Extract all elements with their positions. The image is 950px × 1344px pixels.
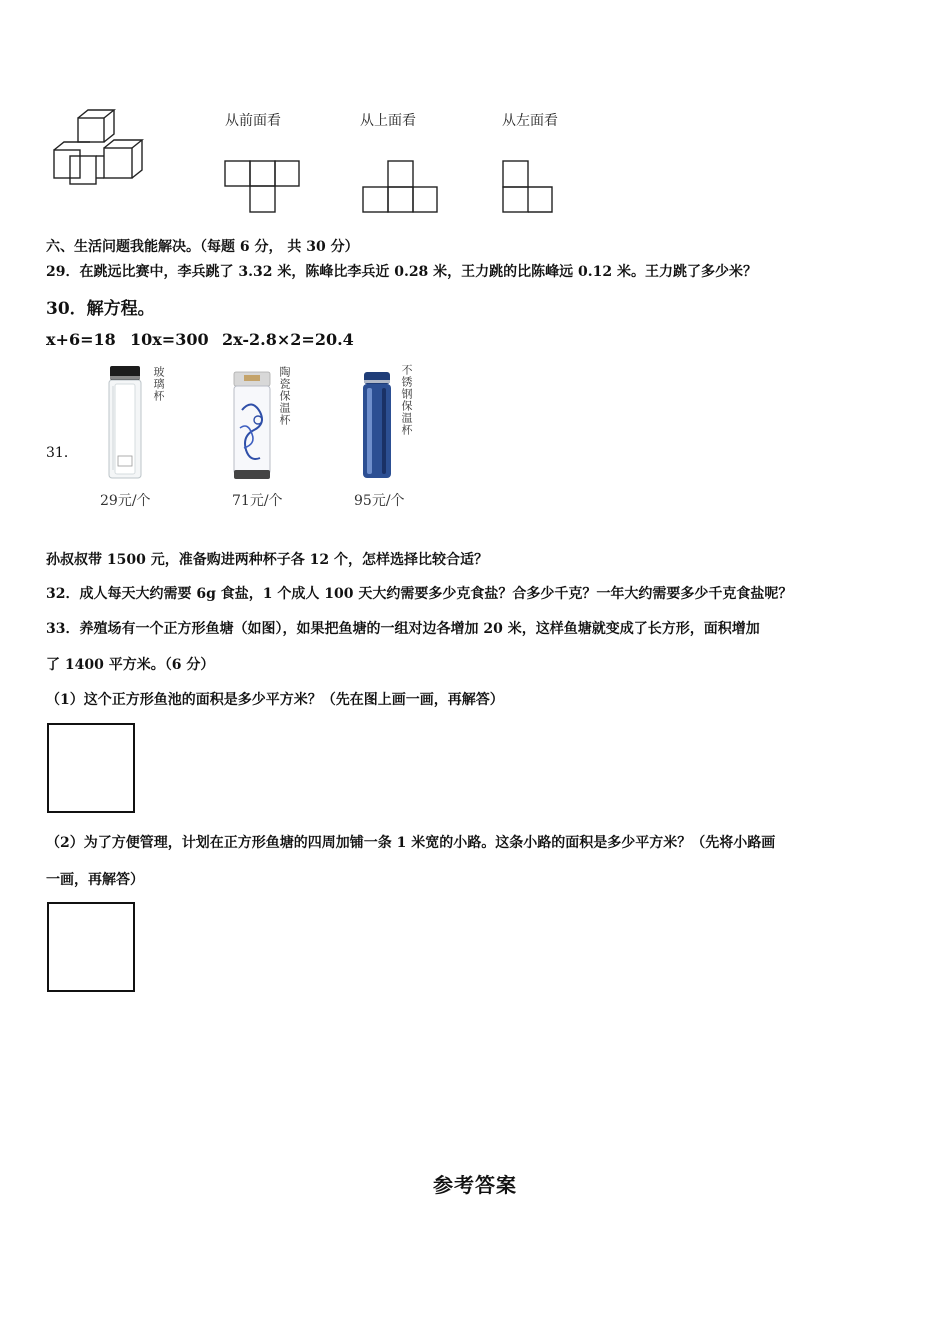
ceramic-cup-price: 71元/个: [232, 493, 283, 509]
question-33-sub-1: （1）这个正方形鱼池的面积是多少平方米？（先在图上画一画，再解答）: [46, 692, 504, 708]
top-view-drawing: [360, 158, 440, 214]
stainless-cup-label: 不锈钢保温杯: [400, 364, 413, 436]
question-33-sub-2-line-1: （2）为了方便管理，计划在正方形鱼塘的四周加铺一条 1 米宽的小路。这条小路的面积是多少平方米？（先将小路画: [46, 835, 776, 851]
ceramic-cup-label: 陶瓷保温杯: [278, 366, 291, 426]
front-view-drawing: [222, 158, 302, 214]
left-view-drawing: [500, 158, 556, 214]
left-view-label: 从左面看: [502, 113, 558, 129]
front-view-label: 从前面看: [225, 113, 281, 129]
equation-3: 2x-2.8×2=20.4: [222, 330, 354, 349]
glass-cup-price: 29元/个: [100, 493, 151, 509]
question-30: 30．解方程。: [46, 299, 155, 319]
square-pond-figure-1: [47, 723, 135, 813]
top-view-label: 从上面看: [360, 113, 416, 129]
question-29: 29．在跳远比赛中，李兵跳了 3.32 米，陈峰比李兵近 0.28 米，王力跳的比陈峰远 0.12 米。王力跳了多少米？: [46, 264, 758, 280]
section-6-heading: 六、生活问题我能解决。（每题 6 分， 共 30 分）: [46, 239, 359, 255]
question-31-number: 31．: [46, 445, 78, 461]
square-pond-figure-2: [47, 902, 135, 992]
glass-cup-label: 玻璃杯: [152, 366, 165, 402]
stainless-cup-image: [358, 370, 398, 482]
stainless-cup-price: 95元/个: [354, 493, 405, 509]
question-33-line-1: 33．养殖场有一个正方形鱼塘（如图），如果把鱼塘的一组对边各增加 20 米，这样鱼塘就变成了长方形，面积增加: [46, 621, 760, 637]
question-32: 32．成人每天大约需要 6g 食盐，1 个成人 100 天大约需要多少克食盐？合多少千克？一年大约需要多少千克食盐呢？: [46, 586, 793, 602]
question-31-text: 孙叔叔带 1500 元，准备购进两种杯子各 12 个，怎样选择比较合适？: [46, 552, 488, 568]
cube-stack-figure: [48, 108, 160, 188]
glass-cup-image: [104, 364, 148, 482]
answers-title: 参考答案: [433, 1173, 517, 1197]
question-33-line-2: 了 1400 平方米。（6 分）: [46, 657, 215, 673]
question-33-sub-2-line-2: 一画，再解答）: [46, 872, 144, 888]
equation-1: x+6=18: [46, 330, 116, 349]
ceramic-cup-image: [230, 370, 274, 482]
equation-2: 10x=300: [130, 330, 209, 349]
